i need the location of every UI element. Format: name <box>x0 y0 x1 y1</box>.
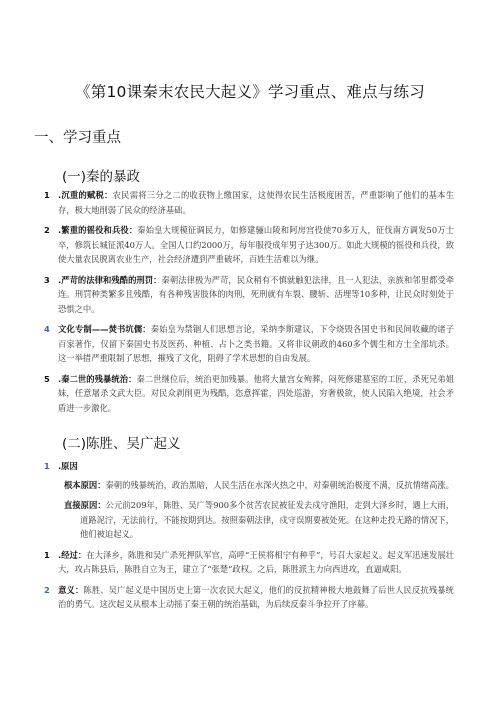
tyranny-list <box>44 188 454 415</box>
list-item: 5 .秦二世的残暴统治：秦二世继位后，统治更加残暴。他将大量宫女殉葬，闷死修建墓室的工匠，杀死兄弟姐妹，任意屠杀文武大臣。对民众剥削更为残酷，恣意挥霍，四处巡游，穷奢极欲，使人民陷入绝境，社会矛盾进一步激化。 <box>44 373 454 413</box>
list-item: 3 .严苛的法律和残酷的刑罚：秦朝法律极为严苛，民众稍有不慎就触犯法律，且一人犯法，亲族和邻里都受牵连。刑罚种类繁多且残酷，有各种残害肢体的肉刑，死刑就有车裂、腰斩、活埋等10多种，让民众时刻处于恐惧之中。 <box>44 274 454 314</box>
cause-sublist <box>44 478 454 542</box>
list-item: 1 .沉重的赋税：农民需将三分之二的收获物上缴国家，这使得农民生活极度困苦，严重影响了他们的基本生存，极大地削弱了民众的经济基础。 <box>44 190 454 215</box>
list-item: 1 .经过：在大泽乡，陈胜和吴广杀死押队军官，高呼“王侯将相宁有种乎”，号召大家起义。起义军迅速发展壮大，攻占陈县后，陈胜自立为王，建立了“张楚”政权。之后，陈胜派主力向西进攻，直逼咸阳。 <box>44 549 454 574</box>
page-title: 《第10课秦末农民大起义》学习重点、难点与练习 <box>75 83 425 101</box>
uprising-list <box>44 459 454 612</box>
list-item: 1 .原因 <box>44 461 78 471</box>
sub-item: 根本原因：秦朝的残暴统治，政治黑暗，人民生活在水深火热之中，对秦朝统治极度不满，反抗情绪高涨。 <box>64 479 454 490</box>
list-item: 2 意义：陈胜、吴广起义是中国历史上第一次农民大起义，他们的反抗精神极大地鼓舞了后世人民反抗残暴统治的勇气。这次起义从根本上动摇了秦王朝的统治基础，为后续反秦斗争拉开了序幕。 <box>44 584 454 609</box>
subsection-heading-chen-wu-uprising: (二)陈胜、吴广起义 <box>62 436 181 452</box>
section-heading-key-points: 一、学习重点 <box>34 130 121 146</box>
sub-item: 直接原因：公元前209年，陈胜、吴广等900多个贫苦农民被征发去戍守渔阳，走到大泽乡时，遇上大雨，道路泥泞，无法前行，不能按期到达。按照秦朝法律，戍守误期要被处死。在这种走投无路的情况下，他们被迫起义。 <box>64 500 454 539</box>
list-item: 4 文化专制——焚书坑儒：秦始皇为禁锢人们思想言论，采纳李斯建议，下令烧毁各国史书和民间收藏的诸子百家著作，仅留下秦国史书及医药、种植、占卜之类书籍。又将非议朝政的460多个儒生和方士全部坑杀。这一举措严重限制了思想，摧残了文化，阻碍了学术思想的自由发展。 <box>44 324 454 363</box>
subsection-heading-qin-tyranny: (一)秦的暴政 <box>62 169 141 185</box>
list-item: 2 .繁重的徭役和兵役：秦始皇大规模征调民力，如修建骊山陵和阿房宫役使70多万人，征伐南方调发50万士卒，修筑长城征派40万人。全国人口约2000万，每年服役成年男子达300万。如此大规模的徭役和兵役，致使大量农民脱离农业生产，社会经济遭到严重破坏，百姓生活难以为继。 <box>44 225 454 264</box>
